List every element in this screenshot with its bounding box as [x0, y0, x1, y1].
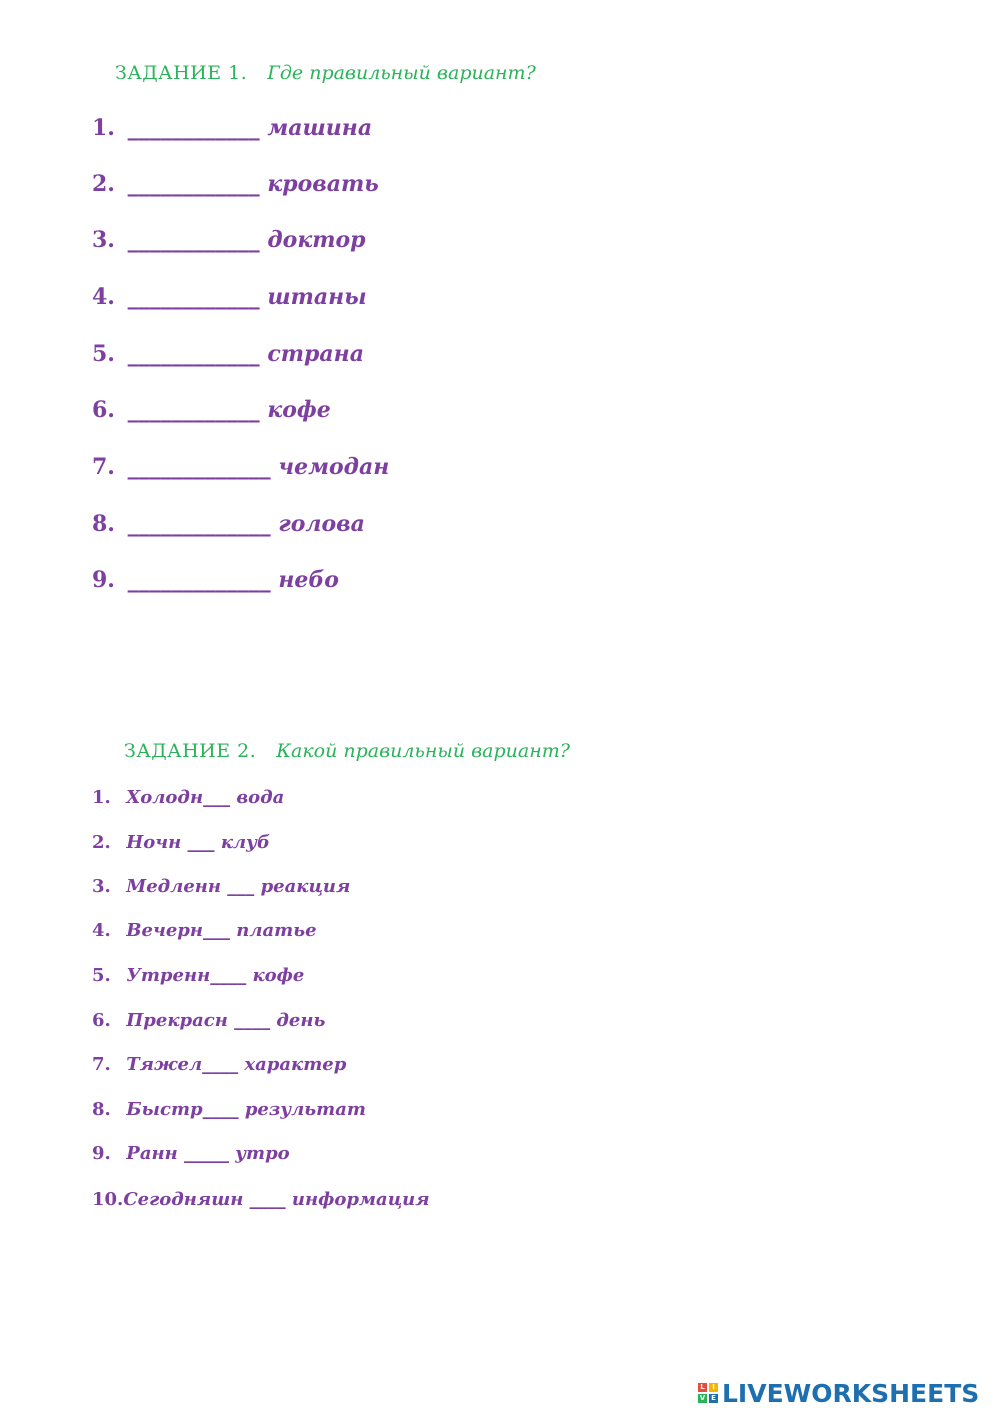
logo-mark-e: E: [709, 1394, 718, 1403]
task1-title: [115, 62, 536, 84]
task2-item[interactable]: [92, 876, 350, 897]
item-word: машина: [267, 115, 373, 141]
item-word: кофе: [267, 397, 331, 423]
item-word: доктор: [267, 227, 366, 253]
item-text[interactable]: Вечерн___ платье: [126, 920, 317, 941]
answer-blank[interactable]: _____________: [127, 567, 271, 593]
logo-mark-i: I: [709, 1383, 718, 1392]
item-number: 4.: [92, 920, 111, 941]
item-number: 7.: [92, 454, 115, 480]
task2-item[interactable]: [92, 1054, 346, 1075]
liveworksheets-logo[interactable]: [698, 1378, 979, 1408]
item-text[interactable]: Утренн____ кофе: [126, 965, 305, 986]
task1-item[interactable]: [92, 454, 389, 480]
item-number: 6.: [92, 1010, 111, 1031]
item-number: 8.: [92, 511, 115, 537]
task1-item[interactable]: [92, 511, 365, 537]
task2-item[interactable]: [92, 1010, 325, 1031]
task2-item[interactable]: [92, 832, 270, 853]
item-word: небо: [278, 567, 339, 593]
answer-blank[interactable]: ____________: [127, 341, 260, 367]
item-number: 6.: [92, 397, 115, 423]
item-text[interactable]: Быстр____ результат: [126, 1099, 366, 1120]
item-number: 7.: [92, 1054, 111, 1075]
task1-item[interactable]: [92, 115, 372, 141]
item-text[interactable]: Тяжел____ характер: [126, 1054, 347, 1075]
task2-question: Какой правильный вариант?: [276, 740, 570, 762]
task2-item[interactable]: [92, 1143, 290, 1164]
task2-item[interactable]: [92, 1099, 366, 1120]
answer-blank[interactable]: ____________: [127, 227, 260, 253]
item-text[interactable]: Холодн___ вода: [126, 787, 285, 808]
task2-item[interactable]: [92, 787, 284, 808]
item-word: штаны: [267, 284, 367, 310]
item-text[interactable]: Медленн ___ реакция: [126, 876, 351, 897]
item-number: 9.: [92, 567, 115, 593]
task2-title: [124, 740, 570, 762]
item-text[interactable]: Сегодняшн ____ информация: [123, 1189, 430, 1210]
answer-blank[interactable]: _____________: [127, 511, 271, 537]
item-number: 5.: [92, 965, 111, 986]
logo-mark-l: L: [698, 1383, 707, 1392]
logo-mark-v: V: [699, 1394, 706, 1402]
task2-item[interactable]: [92, 1189, 430, 1210]
task2-item[interactable]: [92, 920, 317, 941]
item-text[interactable]: Ночн ___ клуб: [126, 832, 270, 853]
item-number: 1.: [92, 115, 115, 141]
task1-item[interactable]: [92, 567, 339, 593]
item-number: 8.: [92, 1099, 111, 1120]
task1-label: ЗАДАНИЕ 1.: [115, 62, 248, 84]
item-number: 4.: [92, 284, 115, 310]
item-number: 2.: [92, 832, 111, 853]
item-word: кровать: [267, 171, 379, 197]
task1-item[interactable]: [92, 227, 366, 253]
logo-text: LIVEWORKSHEETS: [722, 1378, 980, 1408]
answer-blank[interactable]: ____________: [127, 284, 260, 310]
task1-item[interactable]: [92, 341, 364, 367]
answer-blank[interactable]: ____________: [127, 115, 260, 141]
item-number: 1.: [92, 787, 111, 808]
task1-item[interactable]: [92, 284, 367, 310]
task2-item[interactable]: [92, 965, 304, 986]
item-text[interactable]: Прекрасн ____ день: [126, 1010, 326, 1031]
item-number: 2.: [92, 171, 115, 197]
task1-question: Где правильный вариант?: [267, 62, 536, 84]
task1-item[interactable]: [92, 397, 331, 423]
logo-mark-icon: [698, 1383, 718, 1403]
item-text[interactable]: Ранн _____ утро: [126, 1143, 290, 1164]
answer-blank[interactable]: _____________: [127, 454, 271, 480]
item-number: 5.: [92, 341, 115, 367]
item-word: чемодан: [278, 454, 390, 480]
item-number: 9.: [92, 1143, 111, 1164]
item-number: 3.: [92, 876, 111, 897]
item-number: 3.: [92, 227, 115, 253]
item-word: страна: [267, 341, 364, 367]
answer-blank[interactable]: ____________: [127, 171, 260, 197]
item-number: 10.: [92, 1189, 124, 1210]
task2-label: ЗАДАНИЕ 2.: [124, 740, 257, 762]
item-word: голова: [278, 511, 365, 537]
task1-item[interactable]: [92, 171, 379, 197]
answer-blank[interactable]: ____________: [127, 397, 260, 423]
